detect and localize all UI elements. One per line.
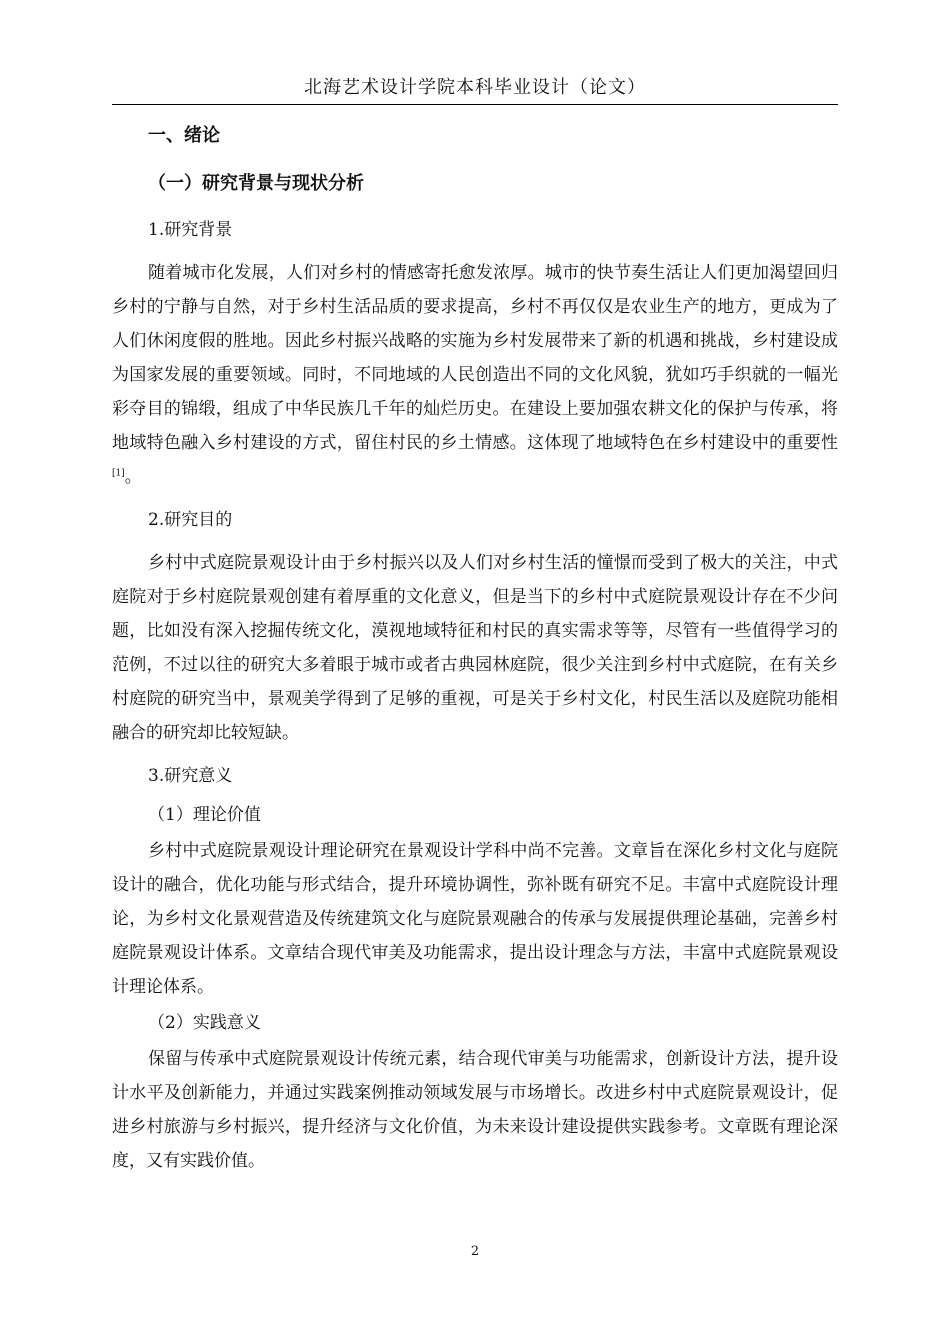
header-divider [112, 104, 838, 105]
document-body [112, 116, 838, 1178]
citation-reference: [1] [112, 468, 125, 479]
page-number: 2 [470, 1244, 480, 1259]
subsection-heading-background: 1.研究背景 [148, 220, 233, 240]
paragraph-background-text: 随着城市化发展，人们对乡村的情感寄托愈发浓厚。城市的快节奏生活让人们更加渴望回归乡村的宁静与自然，对于乡村生活品质的要求提高，乡村不再仅仅是农业生产的地方，更成为了人们休闲度假的胜地。因此乡村振兴战略的实施为乡村发展带来了新的机遇和挑战，乡村建设成为国家发展的重要领域。同时，不同地域的人民创造出不同的文化风貌，犹如巧手织就的一幅光彩夺目的锦缎，组成了中华民族几千年的灿烂历史。在建设上要加强农耕文化的保护与传承，将地域特色融入乡村建设的方式，留住村民的乡土情感。这体现了地域特色在乡村建设中的重要性 [112, 263, 838, 453]
subsection-heading-purpose: 2.研究目的 [148, 510, 233, 530]
subsection-heading-significance: 3.研究意义 [148, 766, 233, 786]
item-heading-practice: （2）实践意义 [148, 1013, 261, 1033]
paragraph-purpose: 乡村中式庭院景观设计由于乡村振兴以及人们对乡村生活的憧憬而受到了极大的关注，中式庭院对于乡村庭院景观创建有着厚重的文化意义，但是当下的乡村中式庭院景观设计存在不少问题，比如没有深入挖掘传统文化，漠视地域特征和村民的真实需求等等，尽管有一些值得学习的范例，不过以往的研究大多着眼于城市或者古典园林庭院，很少关注到乡村中式庭院，在有关乡村庭院的研究当中，景观美学得到了足够的重视，可是关于乡村文化，村民生活以及庭院功能相融合的研究却比较短缺。 [112, 553, 838, 743]
paragraph-background [112, 256, 838, 494]
running-header-title: 北海艺术设计学院本科毕业设计（论文） [304, 77, 646, 98]
item-heading-theory: （1）理论价值 [148, 805, 261, 825]
paragraph-theory: 乡村中式庭院景观设计理论研究在景观设计学科中尚不完善。文章旨在深化乡村文化与庭院设计的融合，优化功能与形式结合，提升环境协调性，弥补既有研究不足。丰富中式庭院设计理论，为乡村文化景观营造及传统建筑文化与庭院景观融合的传承与发展提供理论基础，完善乡村庭院景观设计体系。文章结合现代审美及功能需求，提出设计理念与方法，丰富中式庭院景观设计理论体系。 [112, 841, 838, 997]
section-heading: （一）研究背景与现状分析 [148, 173, 364, 194]
paragraph-background-end: 。 [124, 467, 142, 487]
paragraph-practice: 保留与传承中式庭院景观设计传统元素，结合现代审美与功能需求，创新设计方法，提升设计水平及创新能力，并通过实践案例推动领域发展与市场增长。改进乡村中式庭院景观设计，促进乡村旅游与乡村振兴，提升经济与文化价值，为未来设计建设提供实践参考。文章既有理论深度，又有实践价值。 [112, 1049, 838, 1171]
chapter-heading: 一、绪论 [148, 125, 220, 146]
